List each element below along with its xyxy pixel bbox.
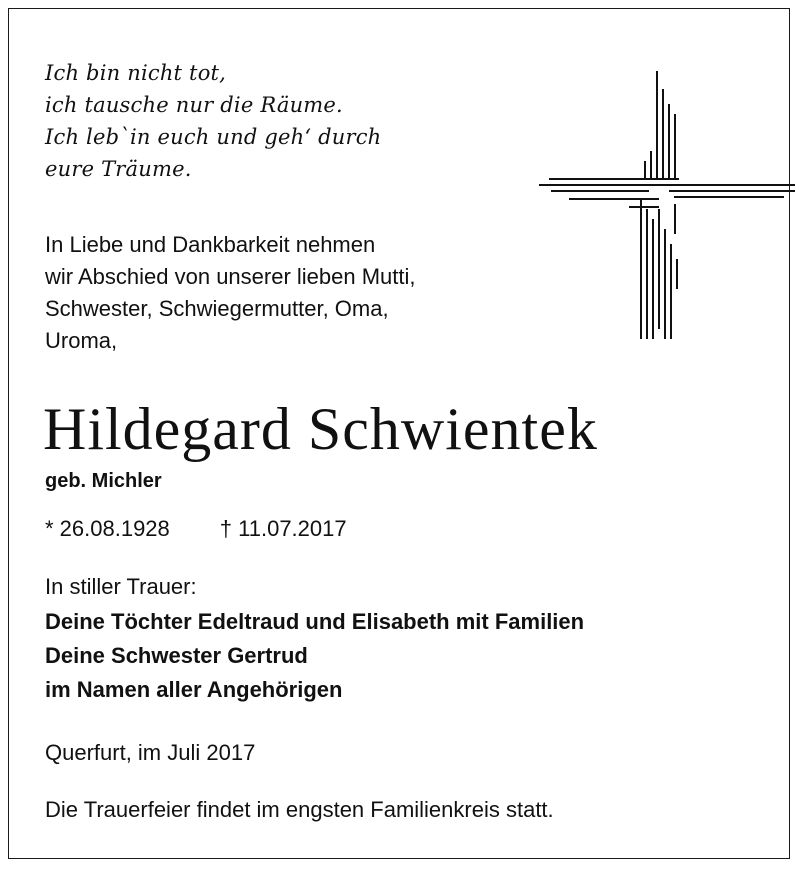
intro-line: Schwester, Schwiegermutter, Oma, (45, 296, 389, 321)
poem (45, 57, 381, 185)
birth-date: * 26.08.1928 (45, 516, 170, 541)
life-dates (45, 513, 347, 545)
poem-line: Ich bin nicht tot, (45, 61, 227, 85)
birth-name: geb. Michler (45, 470, 162, 492)
mourning-label: In stiller Trauer: (45, 574, 197, 599)
mourner-line: Deine Schwester Gertrud (45, 643, 308, 668)
place-date: Querfurt, im Juli 2017 (45, 740, 256, 765)
poem-line: eure Träume. (45, 157, 192, 181)
mourners-list (45, 605, 584, 707)
intro-line: wir Abschied von unserer lieben Mutti, (45, 264, 416, 289)
obituary-notice (8, 8, 790, 859)
intro-text (45, 229, 416, 357)
death-date: † 11.07.2017 (219, 516, 347, 541)
intro-line: Uroma, (45, 328, 118, 353)
mourner-line: Deine Töchter Edeltraud und Elisabeth mit Familien (45, 609, 585, 634)
cross-icon (509, 59, 799, 349)
poem-line: Ich leb`in euch und geh‘ durch (45, 125, 382, 149)
service-note: Die Trauerfeier findet im engsten Familienkreis statt. (45, 797, 554, 822)
mourner-line: im Namen aller Angehörigen (45, 677, 343, 702)
intro-line: In Liebe und Dankbarkeit nehmen (45, 232, 376, 257)
poem-line: ich tausche nur die Räume. (45, 93, 343, 117)
deceased-name: Hildegard Schwientek (43, 396, 598, 462)
